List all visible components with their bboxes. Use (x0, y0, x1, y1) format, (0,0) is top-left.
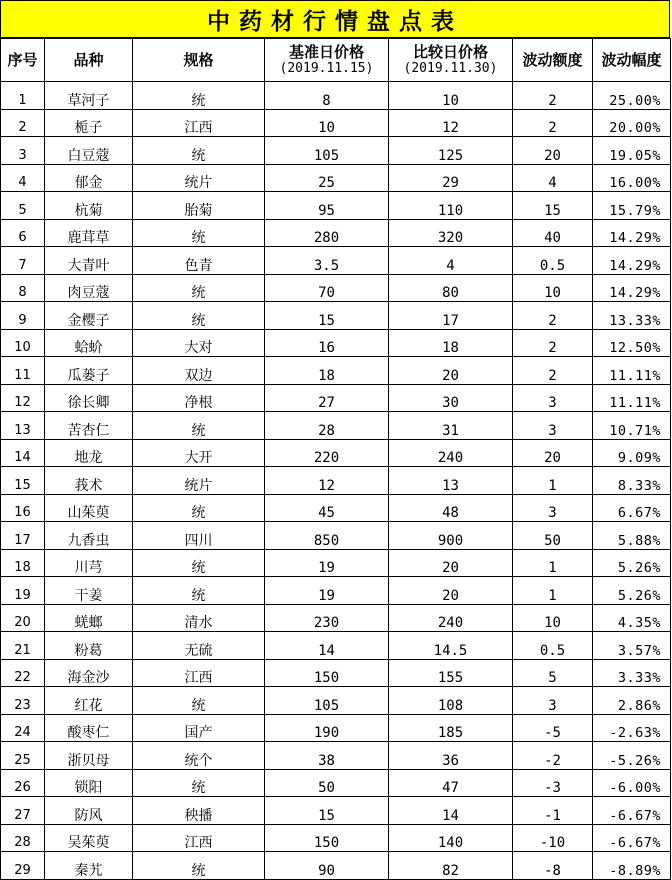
table-row (1, 274, 671, 302)
cell-base-price: 850 (265, 522, 389, 550)
header-base-price-label: 基准日价格 (288, 42, 364, 61)
table-row (1, 384, 671, 412)
header-change-pct: 波动幅度 (593, 39, 671, 82)
cell-index: 8 (1, 274, 45, 302)
cell-change-amount: 0.5 (513, 632, 593, 660)
cell-change-amount: 1 (513, 549, 593, 577)
cell-spec: 四川 (133, 522, 265, 550)
cell-spec: 江西 (133, 659, 265, 687)
cell-base-price: 15 (265, 797, 389, 825)
cell-spec: 统 (133, 274, 265, 302)
cell-spec: 秧播 (133, 797, 265, 825)
cell-compare-price: 31 (389, 412, 513, 440)
cell-change-amount: -10 (513, 824, 593, 852)
cell-base-price: 28 (265, 412, 389, 440)
cell-index: 24 (1, 714, 45, 742)
cell-index: 27 (1, 797, 45, 825)
cell-compare-price: 36 (389, 742, 513, 770)
cell-name: 浙贝母 (45, 742, 133, 770)
header-base-date: (2019.11.15) (279, 60, 374, 76)
table-row (1, 219, 671, 247)
table-row (1, 164, 671, 192)
cell-index: 21 (1, 632, 45, 660)
cell-index: 28 (1, 824, 45, 852)
cell-change-pct: 14.29% (593, 247, 671, 275)
header-base-price (265, 39, 389, 82)
cell-spec: 统 (133, 852, 265, 880)
table-row (1, 687, 671, 715)
cell-index: 7 (1, 247, 45, 275)
cell-compare-price: 140 (389, 824, 513, 852)
cell-spec: 统 (133, 577, 265, 605)
cell-name: 海金沙 (45, 659, 133, 687)
cell-change-amount: 3 (513, 384, 593, 412)
cell-change-pct: 5.26% (593, 549, 671, 577)
table-row (1, 439, 671, 467)
table-row (1, 742, 671, 770)
cell-base-price: 19 (265, 549, 389, 577)
cell-spec: 国产 (133, 714, 265, 742)
cell-name: 吴茱萸 (45, 824, 133, 852)
cell-name: 白豆蔻 (45, 137, 133, 165)
cell-name: 酸枣仁 (45, 714, 133, 742)
table-row (1, 192, 671, 220)
cell-change-amount: 2 (513, 109, 593, 137)
cell-base-price: 190 (265, 714, 389, 742)
cell-spec: 统 (133, 219, 265, 247)
cell-change-amount: -2 (513, 742, 593, 770)
cell-change-amount: 20 (513, 137, 593, 165)
cell-change-pct: 13.33% (593, 302, 671, 330)
cell-name: 鹿茸草 (45, 219, 133, 247)
cell-compare-price: 18 (389, 329, 513, 357)
cell-name: 莪术 (45, 467, 133, 495)
cell-index: 9 (1, 302, 45, 330)
table-row (1, 247, 671, 275)
cell-name: 地龙 (45, 439, 133, 467)
cell-spec: 统个 (133, 742, 265, 770)
cell-change-pct: 10.71% (593, 412, 671, 440)
header-index: 序号 (1, 39, 45, 82)
cell-change-amount: 2 (513, 302, 593, 330)
cell-compare-price: 17 (389, 302, 513, 330)
cell-base-price: 14 (265, 632, 389, 660)
cell-spec: 统 (133, 137, 265, 165)
cell-spec: 双边 (133, 357, 265, 385)
header-compare-price (389, 39, 513, 82)
cell-spec: 统 (133, 687, 265, 715)
cell-spec: 统 (133, 494, 265, 522)
table-row (1, 357, 671, 385)
cell-compare-price: 47 (389, 769, 513, 797)
cell-name: 杭菊 (45, 192, 133, 220)
cell-change-amount: 3 (513, 412, 593, 440)
cell-compare-price: 320 (389, 219, 513, 247)
table-title: 中药材行情盘点表 (0, 0, 670, 38)
cell-name: 秦艽 (45, 852, 133, 880)
cell-change-amount: 50 (513, 522, 593, 550)
table-row (1, 769, 671, 797)
cell-base-price: 15 (265, 302, 389, 330)
cell-name: 金樱子 (45, 302, 133, 330)
cell-name: 干姜 (45, 577, 133, 605)
cell-spec: 统 (133, 302, 265, 330)
cell-spec: 统片 (133, 164, 265, 192)
table-row (1, 467, 671, 495)
cell-base-price: 105 (265, 687, 389, 715)
cell-spec: 清水 (133, 604, 265, 632)
cell-compare-price: 48 (389, 494, 513, 522)
cell-base-price: 19 (265, 577, 389, 605)
cell-compare-price: 14.5 (389, 632, 513, 660)
cell-change-amount: 2 (513, 329, 593, 357)
cell-change-pct: 16.00% (593, 164, 671, 192)
cell-index: 26 (1, 769, 45, 797)
cell-change-amount: 10 (513, 274, 593, 302)
table-row (1, 302, 671, 330)
cell-change-amount: -3 (513, 769, 593, 797)
cell-change-pct: 8.33% (593, 467, 671, 495)
cell-compare-price: 185 (389, 714, 513, 742)
cell-index: 20 (1, 604, 45, 632)
cell-index: 11 (1, 357, 45, 385)
cell-base-price: 50 (265, 769, 389, 797)
cell-index: 4 (1, 164, 45, 192)
cell-spec: 大开 (133, 439, 265, 467)
cell-index: 15 (1, 467, 45, 495)
price-table (0, 38, 671, 880)
cell-name: 粉葛 (45, 632, 133, 660)
table-row (1, 82, 671, 110)
cell-index: 1 (1, 82, 45, 110)
cell-change-amount: -5 (513, 714, 593, 742)
cell-name: 徐长卿 (45, 384, 133, 412)
table-row (1, 577, 671, 605)
cell-index: 19 (1, 577, 45, 605)
cell-index: 5 (1, 192, 45, 220)
cell-index: 29 (1, 852, 45, 880)
cell-change-pct: 3.33% (593, 659, 671, 687)
cell-index: 18 (1, 549, 45, 577)
cell-name: 郁金 (45, 164, 133, 192)
table-row (1, 329, 671, 357)
cell-change-pct: 5.88% (593, 522, 671, 550)
cell-index: 22 (1, 659, 45, 687)
cell-base-price: 95 (265, 192, 389, 220)
cell-base-price: 150 (265, 659, 389, 687)
cell-name: 红花 (45, 687, 133, 715)
cell-name: 瓜蒌子 (45, 357, 133, 385)
cell-change-amount: 10 (513, 604, 593, 632)
table-row (1, 852, 671, 880)
cell-index: 2 (1, 109, 45, 137)
table-row (1, 632, 671, 660)
cell-compare-price: 125 (389, 137, 513, 165)
cell-spec: 胎菊 (133, 192, 265, 220)
cell-change-pct: -6.67% (593, 797, 671, 825)
cell-base-price: 150 (265, 824, 389, 852)
cell-spec: 大对 (133, 329, 265, 357)
cell-change-amount: 40 (513, 219, 593, 247)
cell-compare-price: 82 (389, 852, 513, 880)
table-row (1, 412, 671, 440)
cell-compare-price: 20 (389, 357, 513, 385)
cell-base-price: 105 (265, 137, 389, 165)
cell-change-pct: 25.00% (593, 82, 671, 110)
cell-name: 防风 (45, 797, 133, 825)
cell-compare-price: 30 (389, 384, 513, 412)
cell-base-price: 90 (265, 852, 389, 880)
cell-change-amount: 1 (513, 577, 593, 605)
table-row (1, 137, 671, 165)
table-body (1, 82, 671, 880)
cell-base-price: 25 (265, 164, 389, 192)
cell-base-price: 3.5 (265, 247, 389, 275)
cell-compare-price: 29 (389, 164, 513, 192)
cell-name: 锁阳 (45, 769, 133, 797)
cell-base-price: 230 (265, 604, 389, 632)
cell-base-price: 45 (265, 494, 389, 522)
cell-name: 蛤蚧 (45, 329, 133, 357)
table-row (1, 549, 671, 577)
cell-change-pct: 12.50% (593, 329, 671, 357)
header-compare-price-label: 比较日价格 (412, 42, 488, 61)
cell-change-pct: 11.11% (593, 357, 671, 385)
table-row (1, 522, 671, 550)
cell-spec: 江西 (133, 824, 265, 852)
cell-change-pct: 4.35% (593, 604, 671, 632)
cell-change-pct: -5.26% (593, 742, 671, 770)
table-row (1, 109, 671, 137)
cell-name: 肉豆蔻 (45, 274, 133, 302)
cell-change-amount: 3 (513, 687, 593, 715)
cell-base-price: 18 (265, 357, 389, 385)
cell-change-pct: 2.86% (593, 687, 671, 715)
cell-compare-price: 14 (389, 797, 513, 825)
cell-index: 23 (1, 687, 45, 715)
cell-index: 3 (1, 137, 45, 165)
cell-name: 苦杏仁 (45, 412, 133, 440)
header-spec: 规格 (133, 39, 265, 82)
cell-change-pct: -8.89% (593, 852, 671, 880)
cell-spec: 统 (133, 769, 265, 797)
cell-name: 蜣螂 (45, 604, 133, 632)
cell-name: 川芎 (45, 549, 133, 577)
cell-index: 25 (1, 742, 45, 770)
cell-change-amount: -1 (513, 797, 593, 825)
cell-base-price: 70 (265, 274, 389, 302)
cell-compare-price: 4 (389, 247, 513, 275)
cell-compare-price: 20 (389, 549, 513, 577)
cell-index: 12 (1, 384, 45, 412)
cell-compare-price: 20 (389, 577, 513, 605)
cell-change-pct: -6.00% (593, 769, 671, 797)
cell-compare-price: 155 (389, 659, 513, 687)
cell-spec: 无硫 (133, 632, 265, 660)
cell-compare-price: 80 (389, 274, 513, 302)
header-compare-date: (2019.11.30) (403, 60, 498, 76)
cell-change-pct: 19.05% (593, 137, 671, 165)
cell-base-price: 220 (265, 439, 389, 467)
cell-change-pct: 14.29% (593, 274, 671, 302)
table-row (1, 797, 671, 825)
cell-change-amount: 3 (513, 494, 593, 522)
cell-index: 6 (1, 219, 45, 247)
header-row (1, 39, 671, 82)
cell-compare-price: 12 (389, 109, 513, 137)
cell-compare-price: 13 (389, 467, 513, 495)
cell-change-pct: 20.00% (593, 109, 671, 137)
cell-name: 草河子 (45, 82, 133, 110)
cell-compare-price: 108 (389, 687, 513, 715)
cell-change-pct: -2.63% (593, 714, 671, 742)
table-row (1, 824, 671, 852)
cell-change-amount: 4 (513, 164, 593, 192)
cell-compare-price: 240 (389, 604, 513, 632)
cell-change-amount: 5 (513, 659, 593, 687)
cell-base-price: 8 (265, 82, 389, 110)
cell-index: 17 (1, 522, 45, 550)
cell-base-price: 27 (265, 384, 389, 412)
cell-change-pct: 11.11% (593, 384, 671, 412)
table-row (1, 604, 671, 632)
cell-base-price: 38 (265, 742, 389, 770)
cell-base-price: 10 (265, 109, 389, 137)
cell-change-amount: 15 (513, 192, 593, 220)
table-row (1, 714, 671, 742)
cell-name: 山茱萸 (45, 494, 133, 522)
cell-change-pct: 3.57% (593, 632, 671, 660)
cell-change-amount: 20 (513, 439, 593, 467)
cell-compare-price: 240 (389, 439, 513, 467)
header-change-amount: 波动额度 (513, 39, 593, 82)
cell-base-price: 16 (265, 329, 389, 357)
cell-change-pct: -6.67% (593, 824, 671, 852)
cell-spec: 统 (133, 549, 265, 577)
cell-spec: 江西 (133, 109, 265, 137)
cell-name: 栀子 (45, 109, 133, 137)
cell-change-amount: 2 (513, 357, 593, 385)
cell-index: 13 (1, 412, 45, 440)
table-row (1, 494, 671, 522)
cell-change-pct: 5.26% (593, 577, 671, 605)
cell-spec: 统 (133, 412, 265, 440)
cell-change-amount: 2 (513, 82, 593, 110)
cell-compare-price: 10 (389, 82, 513, 110)
cell-change-amount: -8 (513, 852, 593, 880)
cell-change-amount: 0.5 (513, 247, 593, 275)
cell-compare-price: 900 (389, 522, 513, 550)
cell-base-price: 12 (265, 467, 389, 495)
cell-change-pct: 9.09% (593, 439, 671, 467)
cell-index: 14 (1, 439, 45, 467)
cell-base-price: 280 (265, 219, 389, 247)
table-row (1, 659, 671, 687)
cell-index: 10 (1, 329, 45, 357)
cell-change-amount: 1 (513, 467, 593, 495)
cell-compare-price: 110 (389, 192, 513, 220)
cell-change-pct: 15.79% (593, 192, 671, 220)
cell-index: 16 (1, 494, 45, 522)
cell-spec: 统 (133, 82, 265, 110)
cell-change-pct: 6.67% (593, 494, 671, 522)
cell-change-pct: 14.29% (593, 219, 671, 247)
header-name: 品种 (45, 39, 133, 82)
cell-spec: 统片 (133, 467, 265, 495)
cell-name: 九香虫 (45, 522, 133, 550)
cell-name: 大青叶 (45, 247, 133, 275)
cell-spec: 净根 (133, 384, 265, 412)
cell-spec: 色青 (133, 247, 265, 275)
